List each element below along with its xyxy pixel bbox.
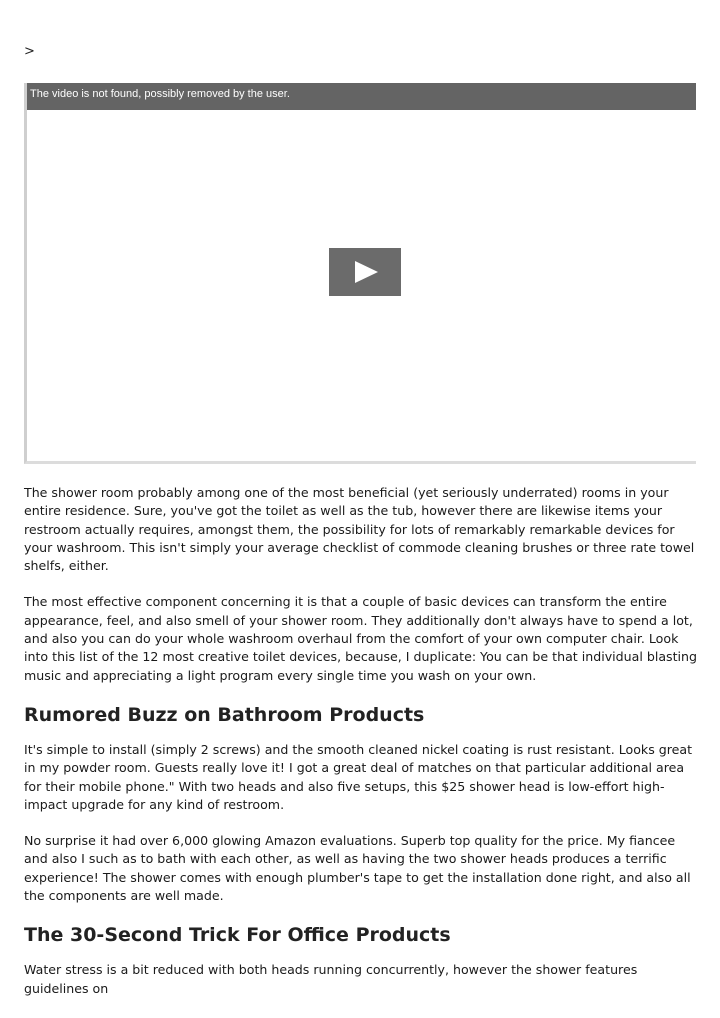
paragraph: No surprise it had over 6,000 glowing Amazon evaluations. Superb top quality for the price. My fiancee and also I such as to bath with each other, as well as having the two shower heads produces a terrific experience! The shower comes with enough plumber's tape to get the installation done right, and also all the components are well made. [24, 833, 691, 904]
video-error-message: The video is not found, possibly removed by the user. [30, 88, 290, 100]
play-button[interactable] [329, 248, 401, 296]
breadcrumb: > [24, 44, 35, 59]
paragraph: The shower room probably among one of the most beneficial (yet seriously underrated) rooms in your entire residence. Sure, you've got the toilet as well as the tub, however there are likewise items your restroom actually requires, amongst them, the possibility for lots of remarkably remarkable devices for your washroom. This isn't simply your average checklist of commode cleaning brushes or three rate towel shelfs, either. [24, 485, 695, 574]
paragraph: It's simple to install (simply 2 screws) and the smooth cleaned nickel coating is rust resistant. Looks great in my powder room. Guests really love it! I got a great deal of matches on that particular additional area for their mobile phone." With two heads and also five setups, this $25 shower head is low-effort high-impact upgrade for any kind of restroom. [24, 741, 693, 812]
section-heading: The 30-Second Trick For Office Products [24, 924, 451, 947]
paragraph: The most effective component concerning it is that a couple of basic devices can transform the entire appearance, feel, and also smell of your shower room. They additionally don't always have to spend a lot, and also you can do your whole washroom overhaul from the comfort of your own computer chair. Look into this list of the 12 most creative toilet devices, because, I duplicate: You can be that individual blasting music and appreciating a light program every single time you wash on your own. [24, 594, 698, 683]
paragraph: Water stress is a bit reduced with both heads running concurrently, however the shower features guidelines on [24, 962, 638, 996]
article-body [24, 484, 698, 1016]
play-icon [329, 248, 401, 296]
video-error-bar [27, 83, 696, 110]
section-heading: Rumored Buzz on Bathroom Products [24, 703, 425, 726]
video-player[interactable] [24, 83, 696, 464]
